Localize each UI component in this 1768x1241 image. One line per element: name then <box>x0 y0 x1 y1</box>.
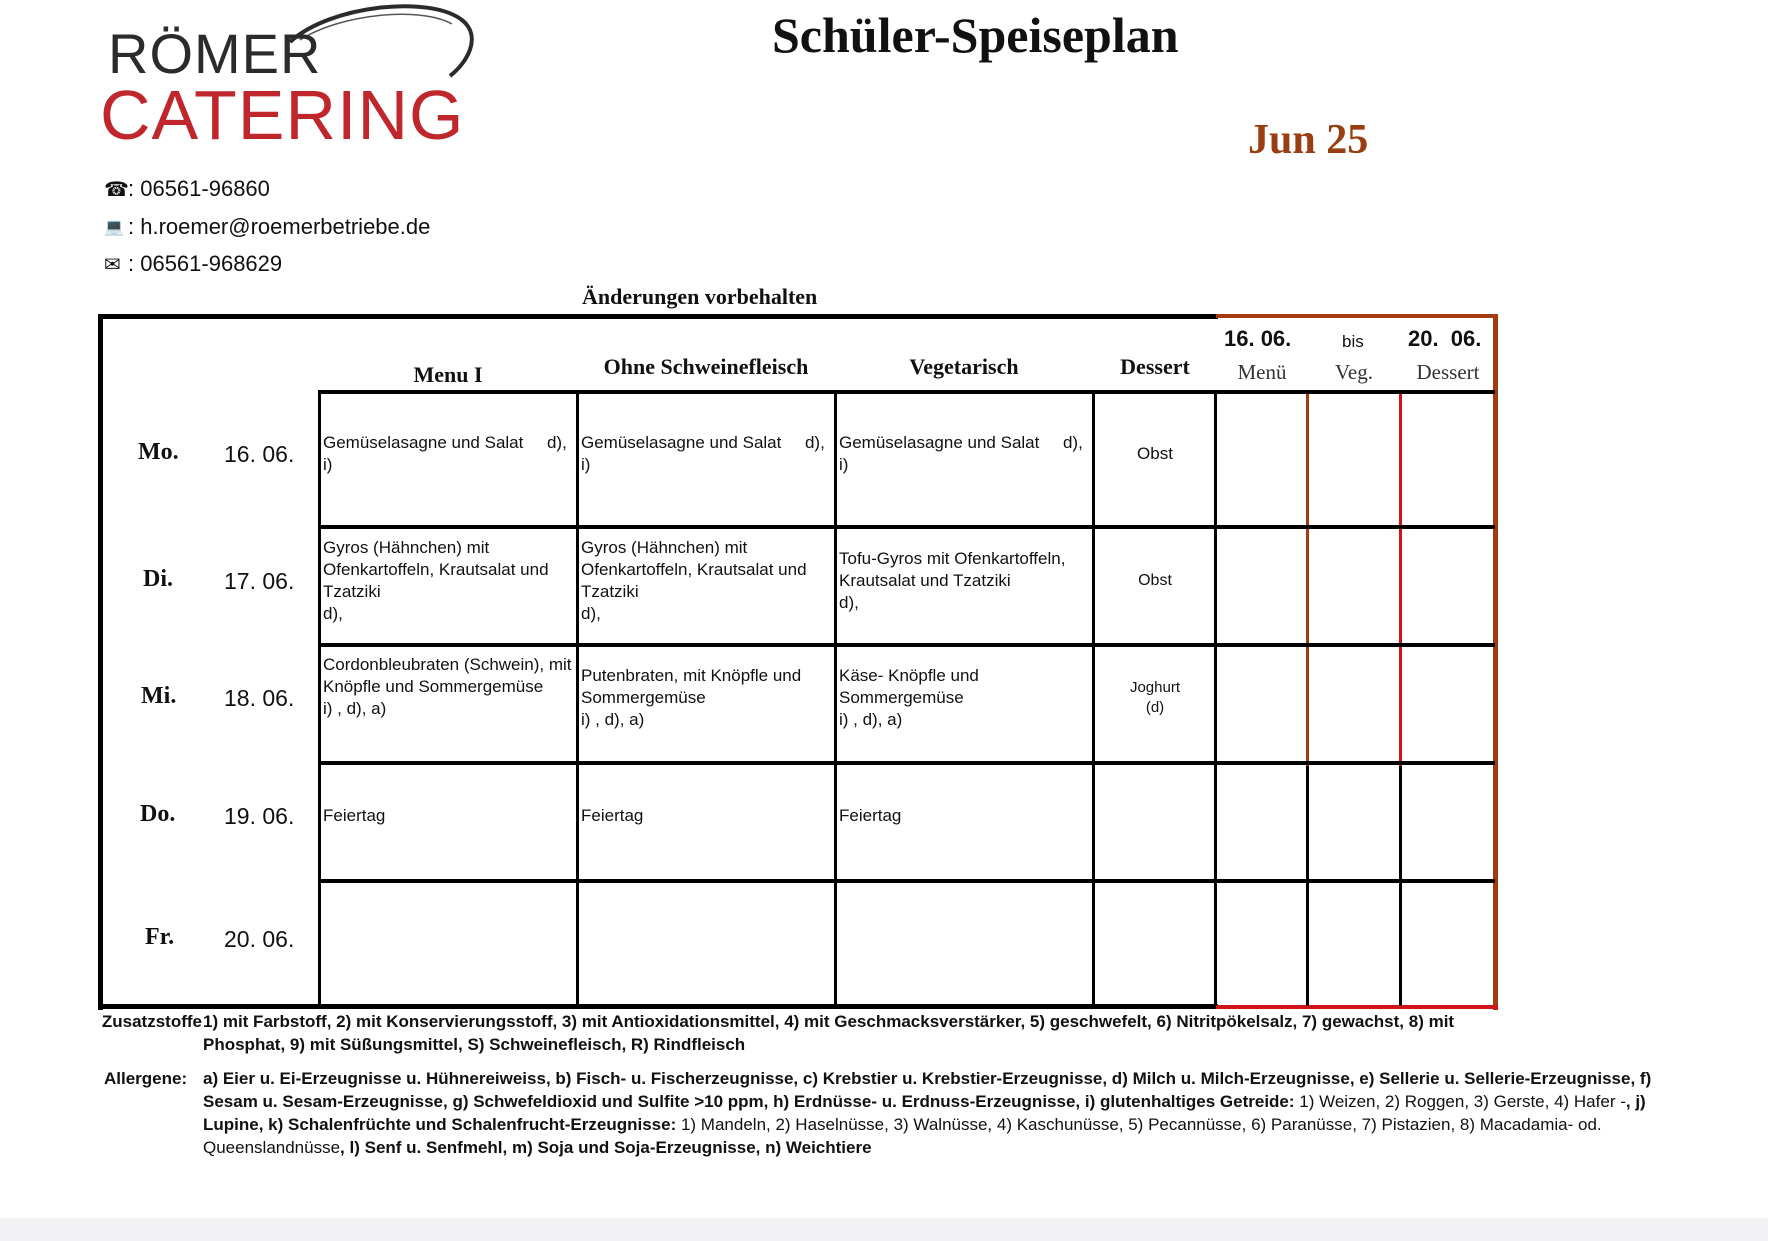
frame-right-brown <box>1493 314 1498 1010</box>
computer-icon: 💻 <box>104 219 124 236</box>
day-date: 20. 06. <box>224 926 295 952</box>
vline <box>1214 390 1217 1006</box>
allergen-bold-3: , l) Senf u. Senfmehl, m) Soja und Soja-Erzeugnisse, n) Weichtiere <box>340 1138 872 1157</box>
allergen-bold-1: a) Eier u. Ei-Erzeugnisse u. Hühnereiweiss, b) Fisch- u. Fischerzeugnisse, c) Krebstier u. Krebstier-Erzeugnisse, d) Milch u. Milch-Erzeugnisse, e) Sellerie u. Sellerie-Erzeugnisse, f) Sesam u. Sesam-Erzeugnisse, g) Schwefeldioxid und Sulfite >10 ppm, h) Erdnüsse- u. Erdnuss-Erzeugnisse, i) glutenhaltiges Getreide: <box>203 1069 1652 1111</box>
meal-dessert: Obst <box>1138 572 1172 589</box>
allergen-regular-2: 1) Mandeln, 2) Haselnüsse, 3) Walnüsse, 4) Kaschunüsse, 5) Pecannüsse, 6) Paranüsse, 7) Pistazien, 8) Macadamia- od. Queenslandnüsse <box>203 1115 1602 1157</box>
frame-top-brown <box>1216 314 1498 318</box>
allergen-text <box>203 1067 1673 1159</box>
zusatz-label: Zusatzstoffe <box>101 1012 202 1031</box>
hline <box>318 390 1495 394</box>
logo-line2: CATERING <box>100 76 465 154</box>
range-to: 20. 06. <box>1408 326 1482 351</box>
day-label: Mi. <box>141 683 177 709</box>
vline-red <box>1399 390 1402 766</box>
vline <box>1399 766 1402 1006</box>
meal-no-pork: Feiertag <box>581 806 644 825</box>
hline <box>318 879 1495 883</box>
day-label: Fr. <box>145 924 175 950</box>
day-label: Di. <box>143 566 173 592</box>
frame-bottom-red <box>1216 1005 1498 1009</box>
meal-dessert: Obst <box>1137 444 1173 463</box>
month-label: Jun 25 <box>1248 117 1369 163</box>
sub-menu: Menü <box>1237 360 1287 384</box>
roemer-catering-logo <box>100 0 480 154</box>
meal-no-pork: Putenbraten, mit Knöpfle und Sommergemüse i) , d), a) <box>581 666 802 729</box>
sub-dessert: Dessert <box>1416 360 1480 384</box>
vline <box>1306 766 1309 1006</box>
allergen-label: Allergene: <box>104 1069 188 1088</box>
allergen-bold-2: , j) Lupine, k) Schalenfrüchte und Schalenfrucht-Erzeugnisse: <box>203 1092 1646 1134</box>
allergen-regular-1: 1) Weizen, 2) Roggen, 3) Gerste, 4) Hafer - <box>1294 1092 1626 1111</box>
meal-vegetarian: Feiertag <box>839 806 902 825</box>
frame-top <box>98 314 1218 319</box>
logo-line1: RÖMER <box>108 22 322 85</box>
phone-icon: ☎ <box>104 178 129 201</box>
vline <box>318 390 321 1006</box>
day-date: 18. 06. <box>224 685 295 711</box>
meal-vegetarian: Gemüselasagne und Salat d), i) <box>839 433 1088 474</box>
meal-menu1: Feiertag <box>323 806 386 825</box>
vline <box>576 390 579 1006</box>
fax-icon: ✉ <box>104 253 121 276</box>
meal-menu1: Cordonbleubraten (Schwein), mit Knöpfle und Sommergemüse i) , d), a) <box>323 655 572 718</box>
day-date: 16. 06. <box>224 441 295 467</box>
range-bis: bis <box>1342 332 1364 351</box>
range-from: 16. 06. <box>1224 326 1292 351</box>
sub-veg: Veg. <box>1335 360 1373 384</box>
meal-no-pork: Gemüselasagne und Salat d), i) <box>581 433 830 474</box>
day-label: Mo. <box>138 439 179 465</box>
meal-no-pork: Gyros (Hähnchen) mit Ofenkartoffeln, Krautsalat und Tzatziki d), <box>581 538 807 623</box>
viewer-bottom-bar <box>0 1218 1768 1241</box>
header-no-pork: Ohne Schweinefleisch <box>603 354 809 379</box>
hline <box>318 761 1495 765</box>
vline <box>1092 390 1095 1006</box>
contact-fax-text: : 06561-968629 <box>128 251 283 276</box>
contact-phone <box>104 176 270 202</box>
hline <box>318 643 1495 647</box>
meal-vegetarian: Käse- Knöpfle und Sommergemüse i) , d), a) <box>839 666 979 729</box>
vline-brown <box>1306 390 1309 766</box>
frame-left <box>98 314 103 1010</box>
header-dessert: Dessert <box>1120 354 1190 379</box>
hline <box>318 525 1495 529</box>
meal-vegetarian: Tofu-Gyros mit Ofenkartoffeln, Krautsalat und Tzatziki d), <box>839 549 1066 612</box>
meal-menu1: Gemüselasagne und Salat d), i) <box>323 433 572 474</box>
changes-notice: Änderungen vorbehalten <box>582 284 818 309</box>
meal-dessert: Joghurt <box>1129 679 1181 696</box>
contact-email-text: : h.roemer@roemerbetriebe.de <box>128 214 431 239</box>
header-menu1: Menu I <box>413 362 483 387</box>
contact-phone-text: : 06561-96860 <box>128 176 270 201</box>
frame-bottom <box>98 1004 1218 1009</box>
contact-fax <box>104 251 282 277</box>
meal-dessert-allergen: (d) <box>1145 699 1165 716</box>
zusatz-text: 1) mit Farbstoff, 2) mit Konservierungsstoff, 3) mit Antioxidationsmittel, 4) mit Geschmacksverstärker, 5) geschwefelt, 6) Nitritpökelsalz, 7) gewachst, 8) mit Phosphat, 9) mit Süßungsmittel, S) Schweinefleisch, R) Rindfleisch <box>203 1012 1455 1054</box>
day-date: 19. 06. <box>224 803 295 829</box>
day-label: Do. <box>140 801 176 827</box>
header-vegetarian: Vegetarisch <box>909 354 1019 379</box>
meal-menu1: Gyros (Hähnchen) mit Ofenkartoffeln, Krautsalat und Tzatziki d), <box>323 538 549 623</box>
vline <box>834 390 837 1006</box>
day-date: 17. 06. <box>224 568 295 594</box>
contact-email <box>104 214 430 240</box>
page-title: Schüler-Speiseplan <box>772 7 1179 63</box>
